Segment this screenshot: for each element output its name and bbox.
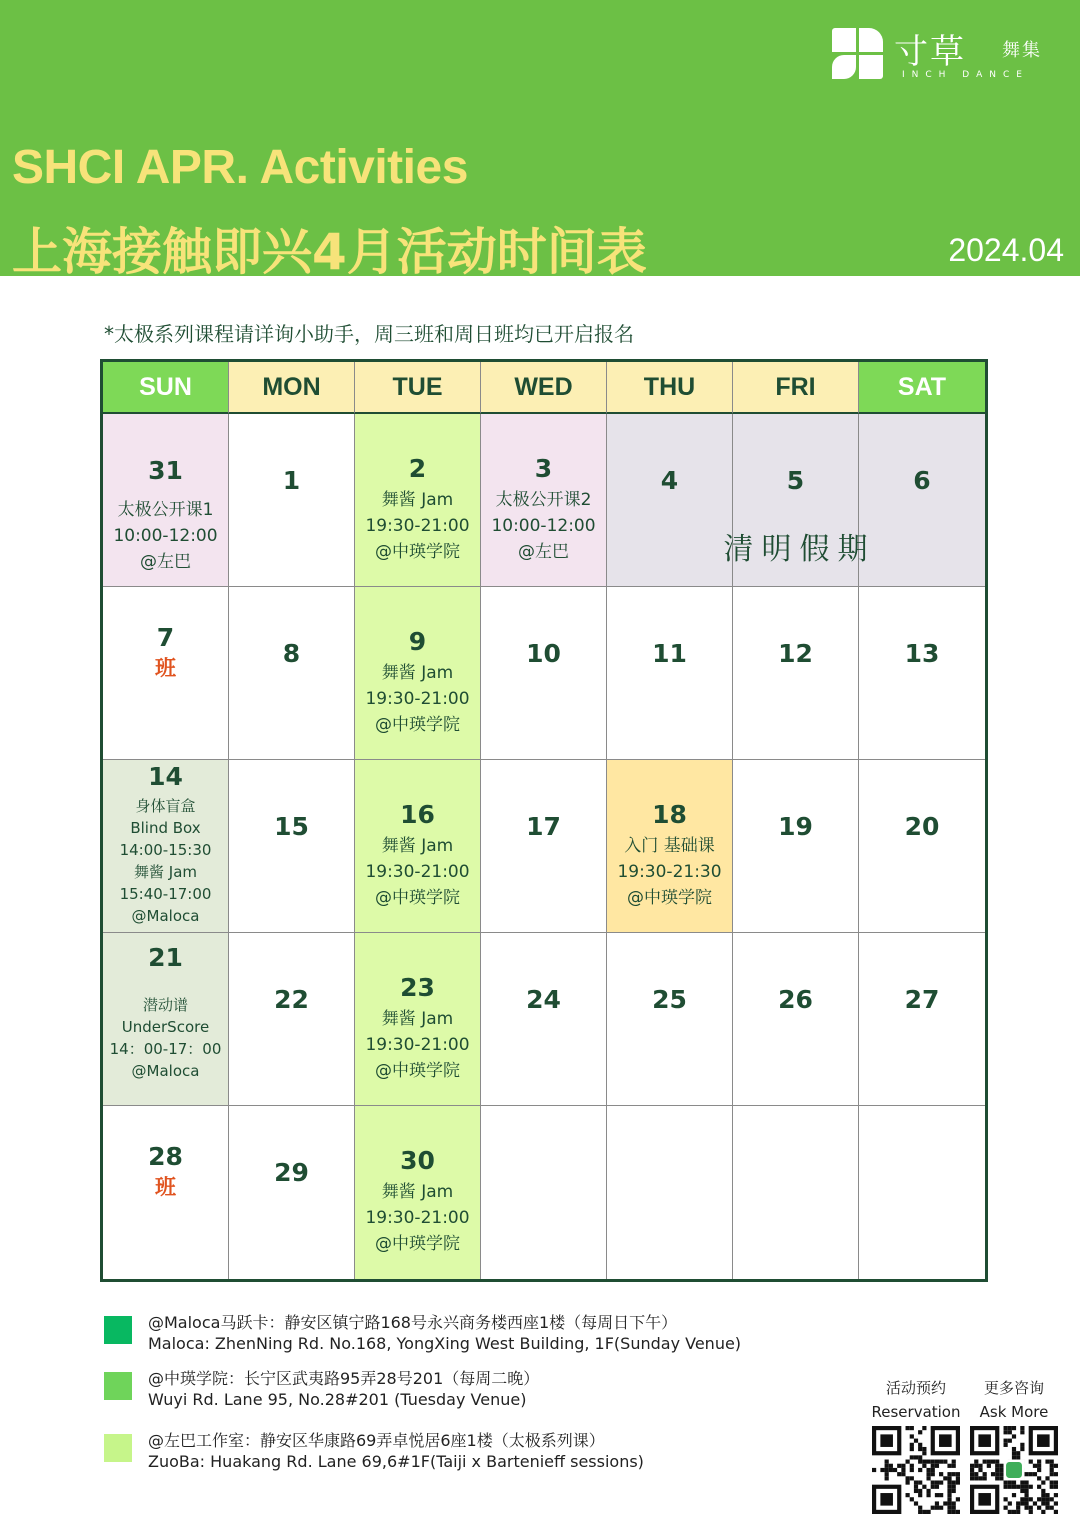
event-line: 舞酱 Jam — [381, 836, 454, 856]
day-number: 26 — [778, 985, 813, 1014]
ask-more-label-cn: 更多咨询 — [983, 1379, 1044, 1397]
event-line: 19:30-21:00 — [365, 689, 470, 709]
day-cell — [229, 933, 355, 1106]
workday-badge: 班 — [155, 1175, 176, 1199]
event-line: 19:30-21:30 — [617, 862, 722, 882]
event-cell — [103, 760, 229, 933]
logo-mark-icon — [832, 28, 884, 80]
qingming-holiday-label: 清明假期 — [723, 532, 876, 567]
reservation-label-cn: 活动预约 — [885, 1379, 946, 1397]
day-number: 12 — [778, 639, 813, 668]
event-line: 15:40-17:00 — [119, 885, 212, 903]
day-cell — [859, 587, 985, 760]
event-line: 太极公开课2 — [495, 490, 592, 510]
day-number: 10 — [526, 639, 561, 668]
event-cell — [103, 933, 229, 1106]
event-cell — [355, 414, 481, 587]
legend-swatch — [104, 1434, 132, 1462]
day-cell — [733, 1106, 859, 1279]
day-cell — [103, 587, 229, 760]
title-cn: 上海接触即兴4月活动时间表 — [12, 223, 647, 281]
legend-address-en: Maloca: ZhenNing Rd. No.168, YongXing West Building, 1F(Sunday Venue) — [148, 1334, 742, 1353]
legend-address-en: Wuyi Rd. Lane 95, No.28#201 (Tuesday Venue) — [148, 1390, 527, 1409]
day-number: 1 — [282, 466, 301, 495]
day-number: 27 — [904, 985, 940, 1014]
event-line: @中瑛学院 — [375, 542, 460, 562]
qr-code-icon[interactable] — [970, 1426, 1058, 1514]
event-line: 舞酱 Jam — [381, 1182, 454, 1202]
day-number: 8 — [282, 639, 301, 668]
event-line: 舞酱 Jam — [381, 663, 454, 683]
inch-dance-logo — [832, 28, 1062, 88]
event-line: 14:00-15:30 — [119, 841, 212, 859]
day-cell — [607, 933, 733, 1106]
day-number: 21 — [148, 943, 183, 972]
event-line: 10:00-12:00 — [491, 516, 596, 536]
event-cell — [355, 933, 481, 1106]
day-number: 30 — [400, 1146, 435, 1175]
legend-address-cn: @左巴工作室：静安区华康路69弄卓悦居6座1楼（太极系列课） — [148, 1431, 605, 1450]
day-number: 5 — [786, 466, 805, 495]
legend-address-en: ZuoBa: Huakang Rd. Lane 69,6#1F(Taiji x Bartenieff sessions) — [148, 1452, 644, 1471]
day-cell — [733, 760, 859, 933]
logo-cn-text: 寸草 — [894, 32, 966, 72]
day-cell — [859, 1106, 985, 1279]
weekday-header: FRI — [733, 362, 859, 414]
event-line: Blind Box — [130, 819, 201, 837]
legend-address-cn: @中瑛学院：长宁区武夷路95弄28号201（每周二晚） — [148, 1369, 540, 1388]
legend-address-cn: @Maloca马跃卡：静安区镇宁路168号永兴商务楼西座1楼（每周日下午） — [148, 1313, 678, 1332]
event-line: @中瑛学院 — [375, 888, 460, 908]
day-cell — [733, 933, 859, 1106]
reservation-qr-block — [866, 1376, 966, 1424]
event-line: 19:30-21:00 — [365, 1208, 470, 1228]
legend-swatch — [104, 1372, 132, 1400]
legend-swatch — [104, 1316, 132, 1344]
event-line: @中瑛学院 — [627, 888, 712, 908]
weekday-header: SUN — [103, 362, 229, 414]
event-line: @Maloca — [131, 907, 200, 925]
day-number: 18 — [652, 800, 687, 829]
day-number: 19 — [778, 812, 813, 841]
day-number: 28 — [148, 1142, 183, 1171]
taiji-note: *太极系列课程请详询小助手，周三班和周日班均已开启报名 — [104, 322, 634, 346]
day-number: 11 — [652, 639, 687, 668]
event-line: @中瑛学院 — [375, 715, 460, 735]
day-number: 2 — [408, 454, 427, 483]
event-line: @中瑛学院 — [375, 1234, 460, 1254]
event-line: @Maloca — [131, 1062, 200, 1080]
event-line: 14：00-17：00 — [109, 1040, 222, 1058]
event-line: 身体盲盒 — [135, 797, 196, 815]
day-number: 16 — [400, 800, 435, 829]
event-line: 19:30-21:00 — [365, 516, 470, 536]
day-number: 14 — [148, 762, 183, 791]
weekday-header: SAT — [859, 362, 985, 414]
day-cell — [859, 933, 985, 1106]
event-line: @中瑛学院 — [375, 1061, 460, 1081]
event-line: 舞酱 Jam — [381, 490, 454, 510]
day-number: 17 — [526, 812, 561, 841]
day-cell — [229, 587, 355, 760]
date-tag: 2024.04 — [948, 232, 1064, 268]
day-number: 20 — [904, 812, 940, 841]
ask-more-label-en: Ask More — [979, 1403, 1049, 1421]
day-number: 7 — [156, 623, 175, 652]
event-line: 舞酱 Jam — [381, 1009, 454, 1029]
day-cell — [103, 1106, 229, 1279]
day-number: 25 — [652, 985, 687, 1014]
event-cell — [355, 587, 481, 760]
day-number: 4 — [660, 466, 679, 495]
day-number: 24 — [526, 985, 561, 1014]
workday-badge: 班 — [155, 656, 176, 680]
event-line: 潜动谱 — [142, 996, 188, 1014]
day-cell — [733, 587, 859, 760]
day-cell — [229, 1106, 355, 1279]
day-cell — [481, 933, 607, 1106]
event-line: 入门 基础课 — [624, 836, 715, 856]
event-line: 19:30-21:00 — [365, 862, 470, 882]
event-line: 19:30-21:00 — [365, 1035, 470, 1055]
qr-code-icon[interactable] — [872, 1426, 960, 1514]
event-line: 太极公开课1 — [117, 500, 214, 520]
day-number: 22 — [274, 985, 309, 1014]
ask-more-qr-block — [964, 1376, 1064, 1424]
weekday-header: TUE — [355, 362, 481, 414]
calendar — [100, 359, 988, 1282]
day-number: 23 — [400, 973, 435, 1002]
day-cell — [229, 760, 355, 933]
event-cell — [103, 414, 229, 587]
title-en: SHCI APR. Activities — [12, 141, 468, 194]
day-number: 29 — [274, 1158, 309, 1187]
day-cell — [481, 1106, 607, 1279]
day-number: 13 — [904, 639, 940, 668]
weekday-header: THU — [607, 362, 733, 414]
calendar-grid — [103, 362, 985, 1279]
header-banner — [0, 0, 1080, 281]
day-number: 9 — [408, 627, 427, 656]
reservation-label-en: Reservation — [871, 1403, 961, 1421]
weekday-header: MON — [229, 362, 355, 414]
day-number: 15 — [274, 812, 309, 841]
event-line: 舞酱 Jam — [134, 863, 197, 881]
day-number: 31 — [148, 456, 183, 485]
event-cell — [607, 760, 733, 933]
event-cell — [355, 1106, 481, 1279]
day-cell — [607, 1106, 733, 1279]
day-cell — [481, 760, 607, 933]
day-cell — [481, 587, 607, 760]
event-cell — [481, 414, 607, 587]
event-line: @左巴 — [518, 542, 569, 562]
event-cell — [355, 760, 481, 933]
event-line: UnderScore — [121, 1018, 210, 1036]
event-line: 10:00-12:00 — [113, 526, 218, 546]
day-cell — [607, 587, 733, 760]
day-cell — [859, 760, 985, 933]
logo-en-text: INCH DANCE — [902, 70, 1029, 80]
weekday-header: WED — [481, 362, 607, 414]
day-number: 3 — [534, 454, 553, 483]
day-cell — [229, 414, 355, 587]
logo-cn-small-text: 舞集 — [1002, 40, 1042, 61]
event-line: @左巴 — [140, 552, 191, 572]
day-number: 6 — [913, 466, 931, 495]
